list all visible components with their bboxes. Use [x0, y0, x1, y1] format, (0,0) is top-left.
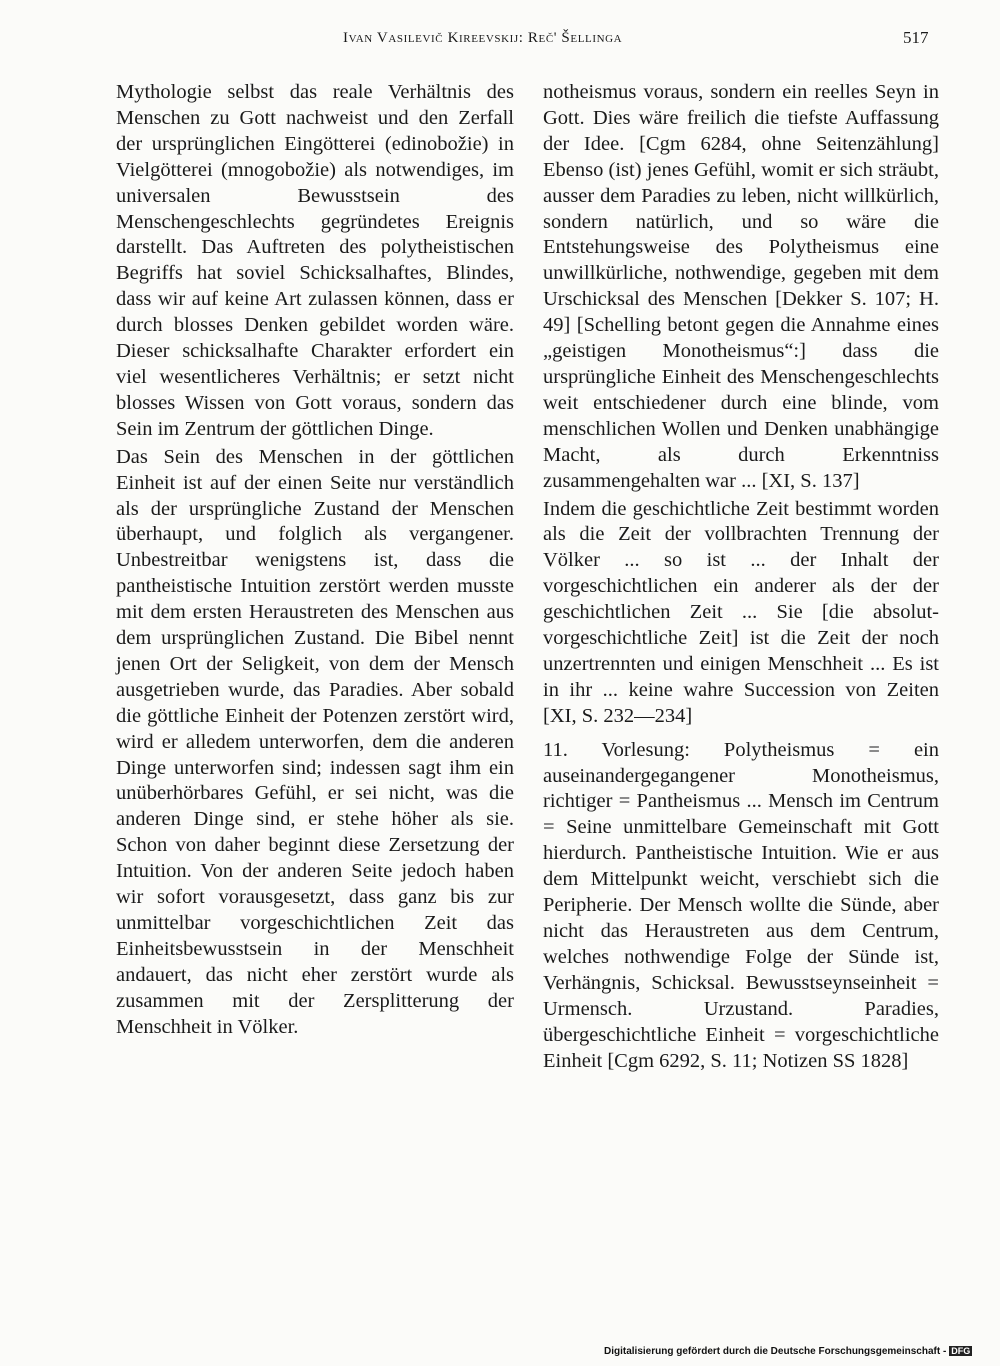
running-head: Ivan Vasilevič Kireevskij: Reč' Šellinga — [343, 30, 623, 46]
right-paragraph-2: Indem die geschichtliche Zeit bestimmt worden als die Zeit der vollbrachten Trennung der Völker ... so ist ... der Inhalt der vorgeschichtlichen ein anderer als der der geschichtlichen Zeit ... Sie [die absolut-vorgeschichtliche Zeit] ist die Zeit der noch unzertrennten und einigen Menschheit ... Es ist in ihr ... keine wahre Succession von Zeiten [XI, S. 232—234] — [543, 497, 939, 727]
funding-notice: Digitalisierung gefördert durch die Deutsche Forschungsgemeinschaft - — [604, 1346, 947, 1357]
funding-footer — [604, 1346, 972, 1357]
left-paragraph-1: Mythologie selbst das reale Verhältnis des Menschen zu Gott nachweist und den Zerfall der ursprünglichen Eingötterei (edinobožie) in Vielgötterei (mnogobožie) als notwendiges, im universalen Bewusstsein des Menschengeschlechts gegründetes Ereignis darstellt. Das Auftreten des polytheistischen Begriffs hat soviel Schicksalhaftes, Blindes, dass wir auf keine Art zulassen können, dass er durch blosses Denken gebildet worden wäre. Dieser schicksalhafte Charakter erfordert ein viel wesentlicheres Verhältnis; er setzt nicht blosses Wissen von Gott voraus, sondern das Sein im Zentrum der göttlichen Dinge. — [116, 81, 514, 440]
page-number: 517 — [903, 28, 929, 47]
right-paragraph-3: 11. Vorlesung: Polytheismus = ein auseinandergegangener Monotheismus, richtiger = Pantheismus ... Mensch im Centrum = Seine unmittelbare Gemeinschaft mit Gott hierdurch. Pantheistische Intuition. Wie er aus dem Mittelpunkt weicht, verschiebt sich die Peripherie. Der Mensch wollte die Sünde, aber nicht das Heraustreten aus dem Centrum, welches nothwendige Folge der Sünde ist, Verhängnis, Schicksal. Bewusstseynseinheit = Urmensch. Urzustand. Paradies, übergeschichtliche Einheit = vorgeschichtliche Einheit [Cgm 6292, S. 11; Notizen SS 1828] — [543, 738, 939, 1072]
left-column — [116, 80, 514, 1041]
dfg-logo: DFG — [951, 1346, 971, 1356]
right-paragraph-1: notheismus voraus, sondern ein reelles Seyn in Gott. Dies wäre freilich die tiefste Auffassung der Idee. [Cgm 6284, ohne Seitenzählung] Ebenso (ist) jenes Gefühl, womit er sich sträubt, ausser dem Paradies zu leben, nicht willkürlich, sondern natürlich, und so wäre die Entstehungsweise des Polytheismus eine unwillkürliche, nothwendige, gegeben mit dem Urschicksal des Menschen [Dekker S. 107; H. 49] [Schelling betont gegen die Annahme eines „geistigen Monotheismus“:] dass die ursprüngliche Einheit des Menschengeschlechts weit entschiedener durch eine blinde, vom menschlichen Wollen und Denken unabhängige Macht, als durch Erkenntniss zusammengehalten war ... [XI, S. 137] — [543, 81, 939, 492]
left-paragraph-2: Das Sein des Menschen in der göttlichen Einheit ist auf der einen Seite nur verständlich als der ursprüngliche Zustand der Menschen überhaupt, und folglich als vergangener. Unbestreitbar wenigstens ist, dass die pantheistische Intuition zerstört werden musste mit dem ersten Heraustreten des Menschen aus dem ursprünglichen Zustand. Die Bibel nennt jenen Ort der Seligkeit, von dem der Mensch ausgetrieben wurde, das Paradies. Aber sobald die göttliche Einheit der Potenzen zerstört wird, wird er alledem unterworfen, dem die anderen Dinge unterworfen sind; indessen sagt ihm ein unüberhörbares Gefühl, er sei nicht, was die anderen Dinge sind, er stehe höher als sie. Schon von daher beginnt diese Zersetzung der Intuition. Von der anderen Seite jedoch haben wir sofort vorausgesetzt, dass ganz bis zur unmittelbar vorgeschichtlichen Zeit das Einheitsbewusstsein in der Menschheit andauert, das nicht eher zerstört wurde als zusammen mit der Zersplitterung der Menschheit in Völker. — [116, 445, 514, 1038]
right-column — [543, 80, 939, 1074]
page-header — [0, 26, 1000, 54]
